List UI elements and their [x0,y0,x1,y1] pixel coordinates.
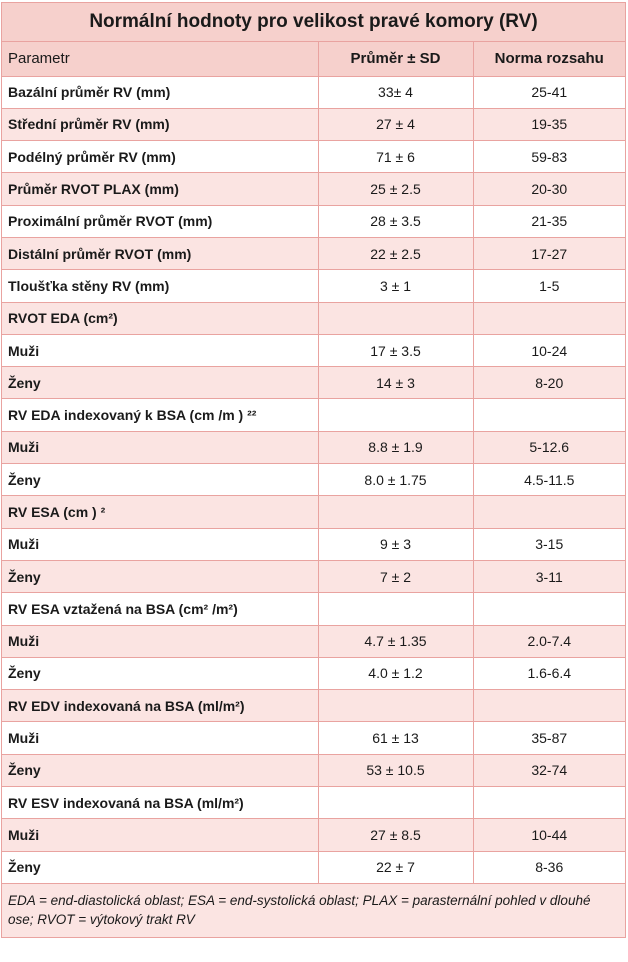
table-row [2,302,625,334]
table-row [2,625,625,657]
row-normal-range: 25-41 [473,76,625,108]
row-mean-sd: 3 ± 1 [318,270,473,302]
row-mean-sd: 25 ± 2.5 [318,173,473,205]
row-normal-range: 1.6-6.4 [473,657,625,689]
table-row [2,173,625,205]
row-normal-range [473,593,625,625]
table-row [2,141,625,173]
header-mean-sd: Průměr ± SD [318,42,473,76]
row-parameter: Podélný průměr RV (mm) [2,141,318,173]
row-mean-sd: 8.0 ± 1.75 [318,464,473,496]
row-mean-sd: 27 ± 8.5 [318,819,473,851]
table-row [2,205,625,237]
table-row [2,722,625,754]
row-normal-range [473,496,625,528]
row-normal-range: 8-20 [473,367,625,399]
row-normal-range [473,399,625,431]
row-parameter: Střední průměr RV (mm) [2,108,318,140]
row-mean-sd: 71 ± 6 [318,141,473,173]
row-parameter: Ženy [2,754,318,786]
row-parameter: RVOT EDA (cm²) [2,302,318,334]
row-mean-sd: 4.7 ± 1.35 [318,625,473,657]
table-title: Normální hodnoty pro velikost pravé komory (RV) [2,3,625,42]
row-normal-range: 10-44 [473,819,625,851]
row-mean-sd: 17 ± 3.5 [318,334,473,366]
table-header-row [2,42,625,76]
row-parameter: RV EDA indexovaný k BSA (cm /m ) ²² [2,399,318,431]
row-parameter: RV ESV indexovaná na BSA (ml/m²) [2,787,318,819]
row-normal-range: 19-35 [473,108,625,140]
table-row [2,431,625,463]
row-parameter: Ženy [2,657,318,689]
row-mean-sd: 22 ± 2.5 [318,237,473,269]
row-parameter: Ženy [2,464,318,496]
row-normal-range: 2.0-7.4 [473,625,625,657]
row-parameter: Bazální průměr RV (mm) [2,76,318,108]
table-row [2,690,625,722]
row-normal-range: 8-36 [473,851,625,883]
row-parameter: Ženy [2,851,318,883]
row-normal-range: 4.5-11.5 [473,464,625,496]
row-parameter: RV EDV indexovaná na BSA (ml/m²) [2,690,318,722]
row-parameter: Ženy [2,560,318,592]
table-row [2,367,625,399]
row-mean-sd [318,787,473,819]
header-parameter: Parametr [2,42,318,76]
row-normal-range: 32-74 [473,754,625,786]
row-parameter: Proximální průměr RVOT (mm) [2,205,318,237]
rv-table-frame [1,2,626,938]
row-parameter: RV ESA vztažená na BSA (cm² /m²) [2,593,318,625]
row-parameter: Tloušťka stěny RV (mm) [2,270,318,302]
row-normal-range: 3-15 [473,528,625,560]
row-mean-sd: 33± 4 [318,76,473,108]
table-row [2,819,625,851]
row-mean-sd: 9 ± 3 [318,528,473,560]
row-mean-sd [318,399,473,431]
row-mean-sd: 27 ± 4 [318,108,473,140]
row-mean-sd [318,302,473,334]
row-normal-range: 3-11 [473,560,625,592]
row-normal-range [473,690,625,722]
row-parameter: Distální průměr RVOT (mm) [2,237,318,269]
row-parameter: Muži [2,625,318,657]
table-row [2,528,625,560]
table-row [2,851,625,883]
row-normal-range: 21-35 [473,205,625,237]
row-mean-sd [318,690,473,722]
row-mean-sd: 14 ± 3 [318,367,473,399]
table-row [2,560,625,592]
row-parameter: Muži [2,819,318,851]
row-normal-range [473,787,625,819]
row-mean-sd: 28 ± 3.5 [318,205,473,237]
row-mean-sd: 8.8 ± 1.9 [318,431,473,463]
row-mean-sd [318,593,473,625]
row-parameter: RV ESA (cm ) ² [2,496,318,528]
table-row [2,270,625,302]
table-row [2,464,625,496]
row-parameter: Ženy [2,367,318,399]
table-row [2,399,625,431]
row-mean-sd: 22 ± 7 [318,851,473,883]
row-mean-sd: 7 ± 2 [318,560,473,592]
row-normal-range: 20-30 [473,173,625,205]
header-normal-range: Norma rozsahu [473,42,625,76]
row-normal-range: 59-83 [473,141,625,173]
row-mean-sd [318,496,473,528]
table-row [2,237,625,269]
rv-values-table [2,42,625,884]
row-normal-range: 17-27 [473,237,625,269]
row-normal-range [473,302,625,334]
row-parameter: Muži [2,528,318,560]
row-mean-sd: 61 ± 13 [318,722,473,754]
table-row [2,76,625,108]
table-row [2,787,625,819]
row-parameter: Muži [2,334,318,366]
table-row [2,593,625,625]
row-mean-sd: 4.0 ± 1.2 [318,657,473,689]
table-row [2,334,625,366]
table-row [2,657,625,689]
row-normal-range: 5-12.6 [473,431,625,463]
row-normal-range: 10-24 [473,334,625,366]
row-normal-range: 35-87 [473,722,625,754]
table-row [2,108,625,140]
row-parameter: Muži [2,431,318,463]
table-row [2,754,625,786]
footnote: EDA = end-diastolická oblast; ESA = end-systolická oblast; PLAX = parasternální pohled v dlouhé ose; RVOT = výtokový trakt RV [2,884,625,937]
table-row [2,496,625,528]
row-parameter: Muži [2,722,318,754]
row-parameter: Průměr RVOT PLAX (mm) [2,173,318,205]
row-normal-range: 1-5 [473,270,625,302]
row-mean-sd: 53 ± 10.5 [318,754,473,786]
